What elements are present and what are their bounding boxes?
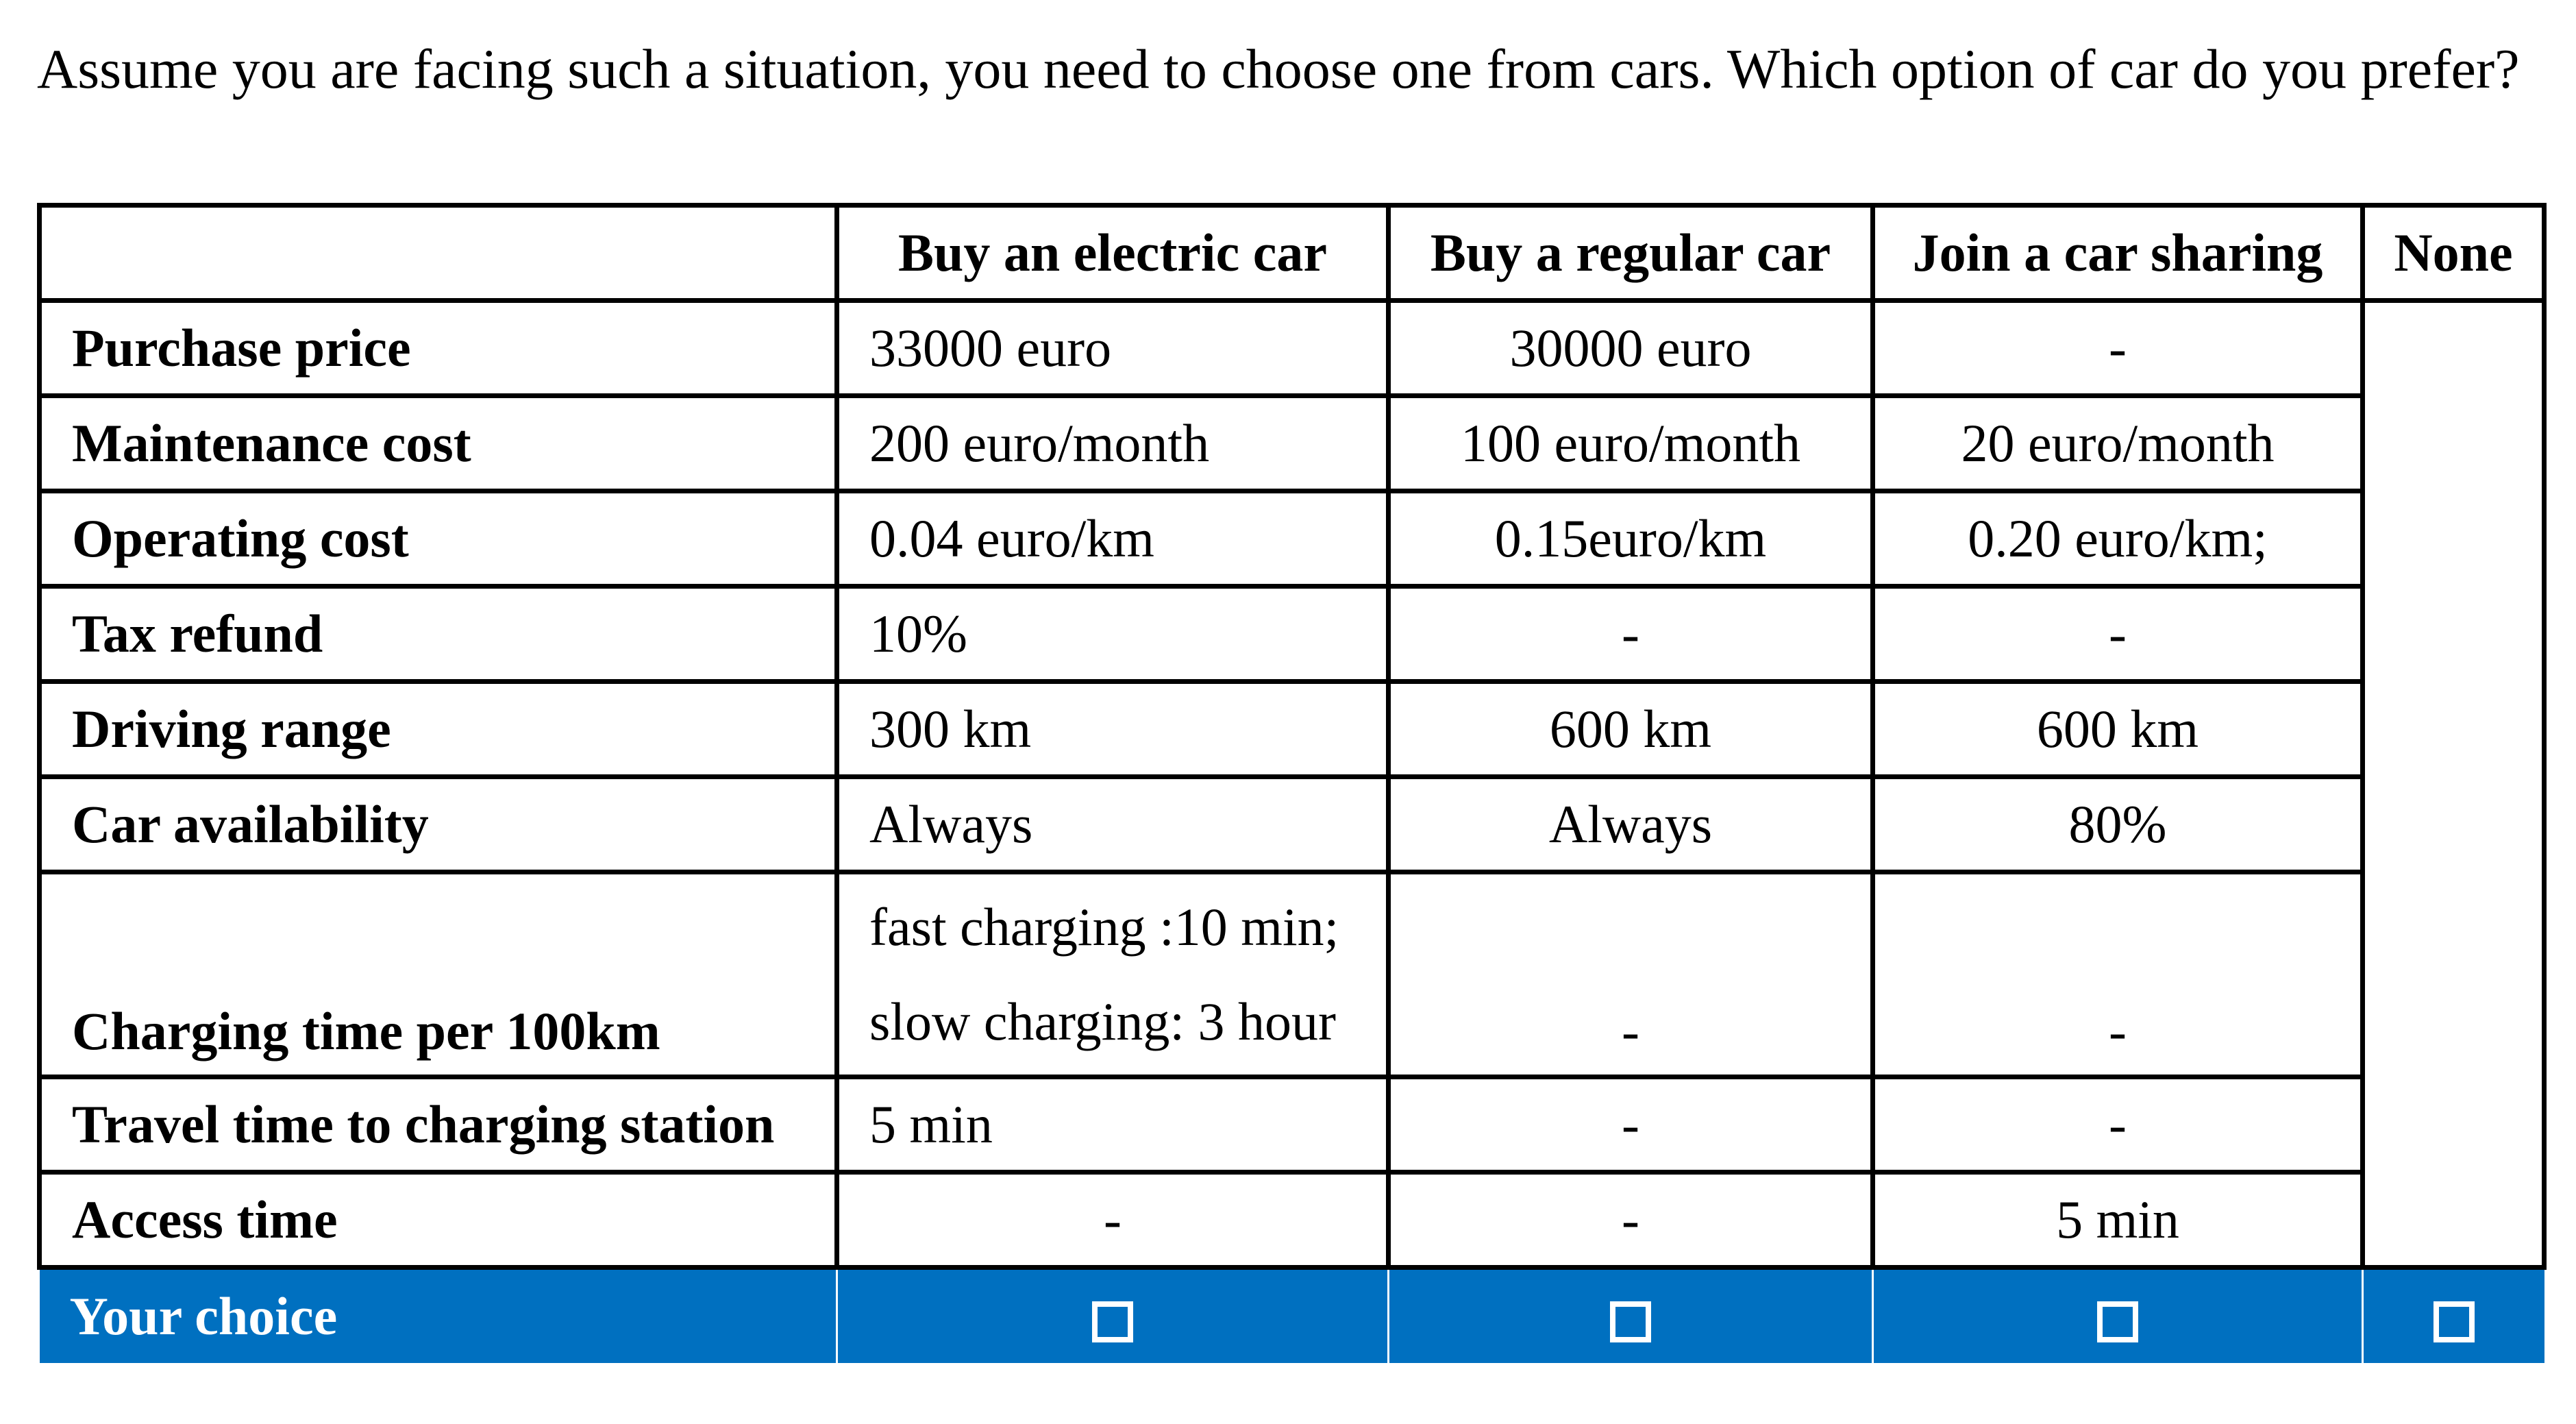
checkbox-icon[interactable] — [1092, 1301, 1133, 1342]
regular-car-value: - — [1389, 872, 1873, 1077]
attribute-label: Tax refund — [40, 587, 837, 682]
choice-cell-regular-car[interactable] — [1389, 1268, 1873, 1364]
header-none: None — [2363, 206, 2544, 301]
attribute-label: Maintenance cost — [40, 396, 837, 491]
attribute-label: Car availability — [40, 777, 837, 872]
attribute-label: Driving range — [40, 682, 837, 777]
header-car-sharing: Join a car sharing — [1873, 206, 2363, 301]
regular-car-value: 30000 euro — [1389, 301, 1873, 396]
electric-car-value: - — [837, 1173, 1389, 1268]
your-choice-row — [40, 1268, 2544, 1364]
electric-car-value — [837, 872, 1389, 1077]
attribute-label: Operating cost — [40, 491, 837, 587]
row-purchase-price — [40, 301, 2544, 396]
choice-cell-none[interactable] — [2363, 1268, 2544, 1364]
row-travel-time-to-station — [40, 1077, 2544, 1173]
electric-car-value: 33000 euro — [837, 301, 1389, 396]
row-access-time — [40, 1173, 2544, 1268]
row-driving-range — [40, 682, 2544, 777]
regular-car-value: - — [1389, 587, 1873, 682]
electric-car-value: 300 km — [837, 682, 1389, 777]
header-electric-car: Buy an electric car — [837, 206, 1389, 301]
attribute-label: Travel time to charging station — [40, 1077, 837, 1173]
checkbox-icon[interactable] — [2097, 1301, 2138, 1342]
attribute-label: Charging time per 100km — [40, 872, 837, 1077]
row-charging-time — [40, 872, 2544, 1077]
fast-charging-text: fast charging :10 min; — [869, 897, 1339, 957]
checkbox-icon[interactable] — [2433, 1301, 2475, 1342]
car-sharing-value: - — [1873, 301, 2363, 396]
row-operating-cost — [40, 491, 2544, 587]
car-sharing-value: 20 euro/month — [1873, 396, 2363, 491]
car-sharing-value: - — [1873, 587, 2363, 682]
attribute-label: Purchase price — [40, 301, 837, 396]
question-text: Assume you are facing such a situation, you need to choose one from cars. Which option of car do you prefer? — [37, 38, 2520, 100]
car-sharing-value: - — [1873, 872, 2363, 1077]
electric-car-value: 0.04 euro/km — [837, 491, 1389, 587]
car-sharing-value: 5 min — [1873, 1173, 2363, 1268]
electric-car-value: Always — [837, 777, 1389, 872]
checkbox-icon[interactable] — [1610, 1301, 1651, 1342]
header-blank-cell — [40, 206, 837, 301]
attribute-label: Access time — [40, 1173, 837, 1268]
choice-cell-electric-car[interactable] — [837, 1268, 1389, 1364]
regular-car-value: - — [1389, 1077, 1873, 1173]
car-sharing-value: - — [1873, 1077, 2363, 1173]
electric-car-value: 200 euro/month — [837, 396, 1389, 491]
row-car-availability — [40, 777, 2544, 872]
row-tax-refund — [40, 587, 2544, 682]
electric-car-value: 5 min — [837, 1077, 1389, 1173]
header-row — [40, 206, 2544, 301]
regular-car-value: Always — [1389, 777, 1873, 872]
electric-car-value: 10% — [837, 587, 1389, 682]
regular-car-value: 100 euro/month — [1389, 396, 1873, 491]
car-sharing-value: 80% — [1873, 777, 2363, 872]
car-sharing-value: 600 km — [1873, 682, 2363, 777]
none-column-blank — [2363, 301, 2544, 1268]
regular-car-value: - — [1389, 1173, 1873, 1268]
your-choice-label: Your choice — [40, 1268, 837, 1364]
regular-car-value: 0.15euro/km — [1389, 491, 1873, 587]
choice-cell-car-sharing[interactable] — [1873, 1268, 2363, 1364]
slow-charging-text: slow charging: 3 hour — [869, 992, 1336, 1051]
car-sharing-value: 0.20 euro/km; — [1873, 491, 2363, 587]
header-regular-car: Buy a regular car — [1389, 206, 1873, 301]
choice-table — [37, 203, 2547, 1363]
regular-car-value: 600 km — [1389, 682, 1873, 777]
row-maintenance-cost — [40, 396, 2544, 491]
